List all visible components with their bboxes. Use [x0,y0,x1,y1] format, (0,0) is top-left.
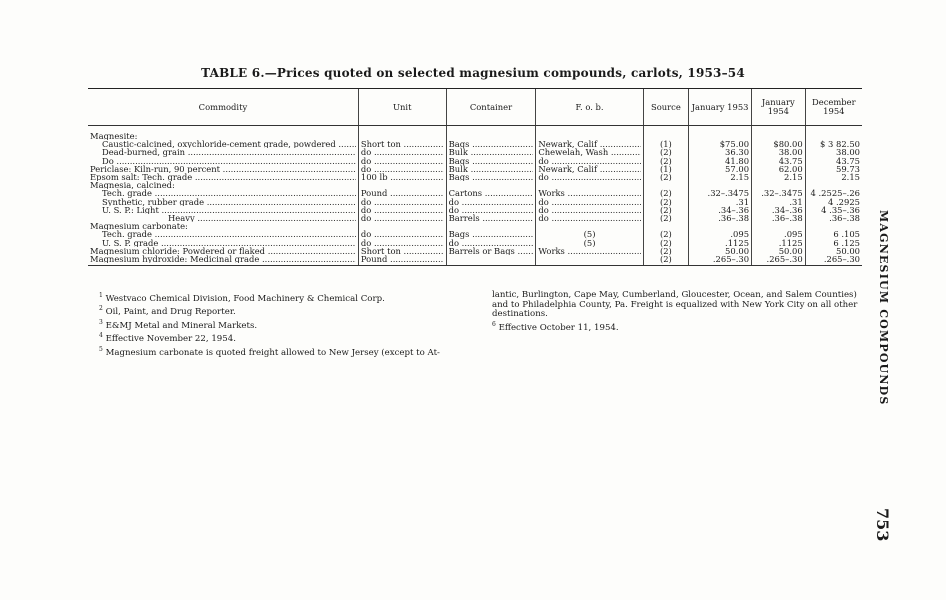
table-row [88,140,862,148]
cell-fob [536,214,643,222]
cell-container-text: Bulk ..... [449,148,534,156]
table-row [88,222,862,230]
cell-fob-text: do ..... [538,157,640,165]
cell-commodity-text: U. S. P. grade ..... [102,239,356,247]
footnote-text: E&MJ Metal and Mineral Markets. [105,320,258,331]
cell-unit-text: do ..... [361,239,444,247]
footnote-text: Westvaco Chemical Division, Food Machinery & Chemical Corp. [105,293,385,304]
cell-jan-1953-text: .265–.30 [712,255,750,265]
cell-dec-1954-text: 43.75 [836,156,860,165]
cell-jan-1954-text: .095 [784,230,803,239]
cell-jan-1954 [752,230,806,238]
cell-jan-1953 [689,222,752,230]
cell-dec-1954-text: 4 .2925 [828,197,860,206]
footnote [99,304,489,317]
cell-unit [358,173,446,181]
cell-jan-1954 [752,214,806,222]
cell-source [643,247,688,255]
cell-jan-1954 [752,148,806,156]
cell-jan-1953 [689,140,752,148]
cell-dec-1954 [805,173,862,181]
cell-commodity [88,148,358,156]
cell-fob-text: do ..... [538,173,640,181]
cell-source-text: (2) [659,197,672,206]
footnote-text: Oil, Paint, and Drug Reporter. [105,307,236,318]
cell-dec-1954-text: .265–.30 [823,255,860,265]
cell-dec-1954 [805,206,862,214]
cell-commodity [88,239,358,247]
cell-dec-1954-text: .36–.38 [829,214,860,223]
cell-jan-1954 [752,181,806,189]
cell-jan-1953 [689,173,752,181]
cell-unit-text: do ..... [361,198,444,206]
cell-unit [358,140,446,148]
cell-source [643,239,688,247]
cell-unit-text: 100 lb ..... [361,173,444,181]
cell-commodity [88,222,358,230]
cell-commodity-text: Epsom salt: Tech. grade ..... [90,173,356,181]
table-row [88,239,862,247]
cell-source [643,222,688,230]
cell-source-text: (2) [659,205,672,215]
cell-jan-1954 [752,255,806,266]
cell-commodity-text: Do ..... [102,157,356,165]
cell-dec-1954 [805,214,862,222]
table-row [88,165,862,173]
cell-container [446,165,536,173]
cell-unit [358,247,446,255]
table-row [88,247,862,255]
cell-unit [358,132,446,140]
cell-source-text: (2) [659,173,672,182]
cell-container-text: Bags ..... [449,230,534,238]
cell-jan-1953 [689,181,752,189]
footnote [492,291,864,320]
cell-dec-1954 [805,222,862,230]
cell-jan-1953 [689,132,752,140]
table-row [88,157,862,165]
cell-container [446,189,536,197]
cell-jan-1954-text: 50.00 [778,246,803,256]
cell-unit [358,148,446,156]
cell-jan-1954 [752,132,806,140]
cell-source [643,189,688,197]
cell-unit [358,181,446,189]
cell-source [643,230,688,238]
cell-commodity-text: Synthetic, rubber grade ..... [102,198,356,206]
cell-jan-1953-text: 41.80 [725,156,750,165]
footnote [99,345,489,358]
cell-source-text: (2) [659,238,672,247]
cell-fob [536,157,643,165]
cell-dec-1954-text: 2.15 [841,173,860,182]
column-header-unit: Unit [358,89,446,126]
cell-jan-1953-text: $75.00 [719,140,750,149]
cell-container-text: do ..... [449,239,534,247]
cell-commodity [88,247,358,255]
cell-jan-1953 [689,157,752,165]
cell-unit [358,255,446,266]
prices-table [88,88,862,266]
cell-source [643,181,688,189]
cell-fob-text: do ..... [538,214,640,222]
cell-commodity-text: Heavy ..... [168,214,356,222]
table-title: TABLE 6.—Prices quoted on selected magnesium compounds, carlots, 1953–54 [201,66,745,80]
table-row [88,181,862,189]
table-row [88,148,862,156]
cell-unit [358,222,446,230]
cell-jan-1953-text: .31 [735,197,750,206]
cell-unit [358,206,446,214]
cell-fob [536,239,643,247]
cell-jan-1953 [689,230,752,238]
cell-container-text: Bags ..... [449,140,534,148]
cell-source-text: (1) [659,140,672,149]
cell-container-text: do ..... [449,198,534,206]
cell-fob-text: Chewelah, Wash ..... [538,148,640,156]
cell-fob [536,247,643,255]
cell-container [446,214,536,222]
cell-jan-1953 [689,247,752,255]
cell-fob-text: Newark, Calif ..... [538,165,640,173]
cell-container-text: Barrels or Bags ..... [449,247,534,255]
cell-unit-text: do ..... [361,157,444,165]
cell-source [643,214,688,222]
cell-jan-1953-text: .32–.3475 [707,189,750,198]
cell-commodity [88,230,358,238]
column-header-fob: F. o. b. [536,89,643,126]
cell-fob [536,255,643,266]
cell-jan-1954-text: .265–.30 [766,255,803,265]
cell-jan-1954-text: .36–.38 [771,214,803,223]
cell-jan-1953-text: .34–.36 [718,205,750,215]
cell-jan-1954 [752,239,806,247]
footnote-mark: 2 [99,305,103,313]
table-row [88,132,862,140]
footnote-mark: 4 [99,332,103,340]
cell-jan-1954-text: $80.00 [773,140,803,149]
table-header-row [88,89,862,126]
cell-dec-1954-text: 50.00 [836,246,860,256]
cell-jan-1953-text: 57.00 [725,164,750,174]
cell-commodity-text: Tech. grade ..... [102,230,356,238]
cell-commodity [88,214,358,222]
cell-container-text: Barrels ..... [449,214,534,222]
footnote-mark: 6 [492,320,496,328]
column-header-source: Source [643,89,688,126]
cell-source-text: (2) [659,214,672,223]
cell-dec-1954-text: $ 3 82.50 [820,140,860,149]
cell-fob-text: Newark, Calif ..... [538,140,640,148]
footnote [99,291,489,304]
table-row [88,214,862,222]
cell-commodity-text: Magnesium chloride: Powdered or flaked ..... [90,247,356,255]
cell-container [446,255,536,266]
cell-unit-text: do ..... [361,230,444,238]
cell-jan-1953 [689,165,752,173]
cell-source-text: (2) [659,255,672,265]
column-header-jan-1954: January 1954 [752,89,806,126]
cell-jan-1954 [752,206,806,214]
table-row [88,206,862,214]
cell-commodity [88,255,358,266]
footnote-text: Effective November 22, 1954. [105,334,236,345]
cell-commodity [88,140,358,148]
cell-commodity [88,165,358,173]
footnote-text: lantic, Burlington, Cape May, Cumberland, Gloucester, Ocean, and Salem Counties) and to Philadelphia County, Pa. Freight is equalized with New York City on all other destinations. [492,290,858,320]
cell-dec-1954-text: 59.73 [836,164,860,174]
page-number: 753 [873,508,892,542]
table-row [88,189,862,197]
cell-unit-text: Pound ..... [361,255,444,263]
cell-dec-1954 [805,132,862,140]
cell-dec-1954 [805,247,862,255]
cell-source [643,206,688,214]
cell-source [643,255,688,266]
cell-source [643,148,688,156]
cell-jan-1954-text: .32–.3475 [761,189,803,198]
cell-jan-1953-text: .095 [730,230,750,239]
cell-dec-1954 [805,230,862,238]
cell-dec-1954 [805,255,862,266]
footnote [99,331,489,344]
cell-source [643,157,688,165]
cell-unit [358,239,446,247]
cell-jan-1954-text: .31 [789,197,803,206]
cell-jan-1954 [752,140,806,148]
cell-fob-text: do ..... [538,198,640,206]
cell-jan-1954-text: 38.00 [778,148,803,157]
cell-unit [358,230,446,238]
cell-unit [358,189,446,197]
cell-fob-text: (5) [583,238,596,247]
cell-container-text: Bulk ..... [449,165,534,173]
cell-jan-1954 [752,157,806,165]
cell-jan-1953 [689,206,752,214]
cell-jan-1953 [689,255,752,266]
cell-container [446,148,536,156]
cell-commodity-text: Magnesia, calcined: [90,181,175,190]
cell-jan-1954-text: .1125 [778,238,803,247]
table-row [88,198,862,206]
cell-dec-1954 [805,165,862,173]
cell-unit-text: Pound ..... [361,189,444,197]
cell-fob-text: do ..... [538,206,640,214]
table-row [88,230,862,238]
cell-jan-1953 [689,148,752,156]
cell-source-text: (2) [659,246,672,256]
cell-commodity [88,132,358,140]
table-body [88,126,862,266]
column-header-jan-1953: January 1953 [689,89,752,126]
cell-dec-1954-text: 4 .2525–.26 [810,189,860,198]
cell-unit-text: do ..... [361,148,444,156]
footnote-mark: 1 [99,292,103,299]
cell-dec-1954 [805,239,862,247]
cell-source [643,173,688,181]
cell-fob [536,181,643,189]
cell-jan-1953 [689,239,752,247]
cell-jan-1953-text: 36.30 [725,148,750,157]
cell-source [643,132,688,140]
cell-dec-1954 [805,140,862,148]
cell-commodity-text: Magnesium carbonate: [90,222,188,231]
cell-commodity [88,173,358,181]
cell-jan-1954-text: 43.75 [778,156,803,165]
column-header-dec-1954: December 1954 [805,89,862,126]
cell-fob [536,132,643,140]
footnotes-left [99,291,489,358]
cell-unit [358,165,446,173]
cell-jan-1954 [752,222,806,230]
cell-fob [536,140,643,148]
cell-dec-1954-text: 4 .35–.36 [821,205,860,215]
cell-commodity-text: Magnesite: [90,132,138,141]
cell-fob [536,206,643,214]
cell-container-text: Bags ..... [449,157,534,165]
cell-unit-text: Short ton ..... [361,140,444,148]
cell-commodity-text: Dead-burned, grain ..... [102,148,356,156]
cell-fob [536,222,643,230]
cell-dec-1954-text: 6 .105 [833,230,860,239]
cell-dec-1954 [805,148,862,156]
cell-commodity-text: Magnesium hydroxide: Medicinal grade ..... [90,255,356,263]
cell-jan-1953-text: .1125 [725,238,750,247]
cell-container-text: do ..... [449,206,534,214]
cell-jan-1954-text: 62.00 [778,164,803,174]
cell-commodity-text: Periclase: Kiln-run, 90 percent ..... [90,165,356,173]
cell-fob [536,189,643,197]
cell-unit [358,198,446,206]
cell-jan-1953-text: .36–.38 [718,214,750,223]
cell-commodity [88,157,358,165]
cell-dec-1954 [805,157,862,165]
cell-fob [536,230,643,238]
footnotes-right [492,291,864,333]
cell-unit-text: do ..... [361,206,444,214]
cell-commodity [88,181,358,189]
cell-commodity [88,198,358,206]
cell-unit-text: do ..... [361,165,444,173]
cell-unit-text: do ..... [361,214,444,222]
footnote-mark: 3 [99,318,103,326]
cell-fob-text: Works ..... [538,189,640,197]
cell-commodity-text: Tech. grade ..... [102,189,356,197]
cell-source-text: (2) [659,230,672,239]
cell-container [446,173,536,181]
cell-unit [358,157,446,165]
cell-container [446,247,536,255]
footnote-text: Effective October 11, 1954. [498,322,619,333]
cell-jan-1954 [752,165,806,173]
cell-jan-1953-text: 2.15 [730,173,750,182]
cell-container [446,181,536,189]
cell-source [643,198,688,206]
cell-container [446,206,536,214]
cell-source-text: (2) [659,156,672,165]
cell-dec-1954 [805,189,862,197]
cell-jan-1954 [752,189,806,197]
cell-source-text: (1) [659,164,672,174]
cell-commodity [88,206,358,214]
column-header-commodity: Commodity [88,89,358,126]
cell-container [446,239,536,247]
cell-source [643,140,688,148]
cell-fob-text: (5) [583,230,596,239]
cell-dec-1954-text: 6 .125 [833,238,860,247]
cell-commodity-text: U. S. P.: Light ..... [102,206,356,214]
cell-jan-1954 [752,198,806,206]
cell-fob [536,173,643,181]
footnote-mark: 5 [99,345,103,353]
cell-dec-1954-text: 38.00 [836,148,860,157]
cell-container [446,198,536,206]
cell-jan-1953 [689,189,752,197]
table-row [88,173,862,181]
column-header-container: Container [446,89,536,126]
cell-jan-1953 [689,198,752,206]
footnote-text: Magnesium carbonate is quoted freight allowed to New Jersey (except to At- [105,347,440,358]
cell-source [643,165,688,173]
cell-jan-1954-text: .34–.36 [771,205,803,215]
cell-fob [536,198,643,206]
cell-source-text: (2) [659,189,672,198]
cell-jan-1954 [752,247,806,255]
cell-commodity [88,189,358,197]
cell-unit-text: Short ton ..... [361,247,444,255]
table-row [88,255,862,266]
cell-fob [536,165,643,173]
cell-unit [358,214,446,222]
cell-fob-text: Works ..... [538,247,640,255]
cell-jan-1953-text: 50.00 [725,246,750,256]
footnote [99,318,489,331]
cell-dec-1954 [805,198,862,206]
cell-container [446,222,536,230]
cell-container-text: Cartons ..... [449,189,534,197]
cell-container [446,132,536,140]
cell-container [446,157,536,165]
cell-fob [536,148,643,156]
running-head-section: MAGNESIUM COMPOUNDS [877,210,890,406]
cell-jan-1954 [752,173,806,181]
cell-container [446,140,536,148]
footnote [492,320,864,333]
cell-source-text: (2) [659,148,672,157]
cell-jan-1953 [689,214,752,222]
cell-container [446,230,536,238]
cell-container-text: Bags ..... [449,173,534,181]
cell-jan-1954-text: 2.15 [784,173,803,182]
cell-commodity-text: Caustic-calcined, oxychloride-cement grade, powdered ..... [102,140,356,148]
cell-dec-1954 [805,181,862,189]
